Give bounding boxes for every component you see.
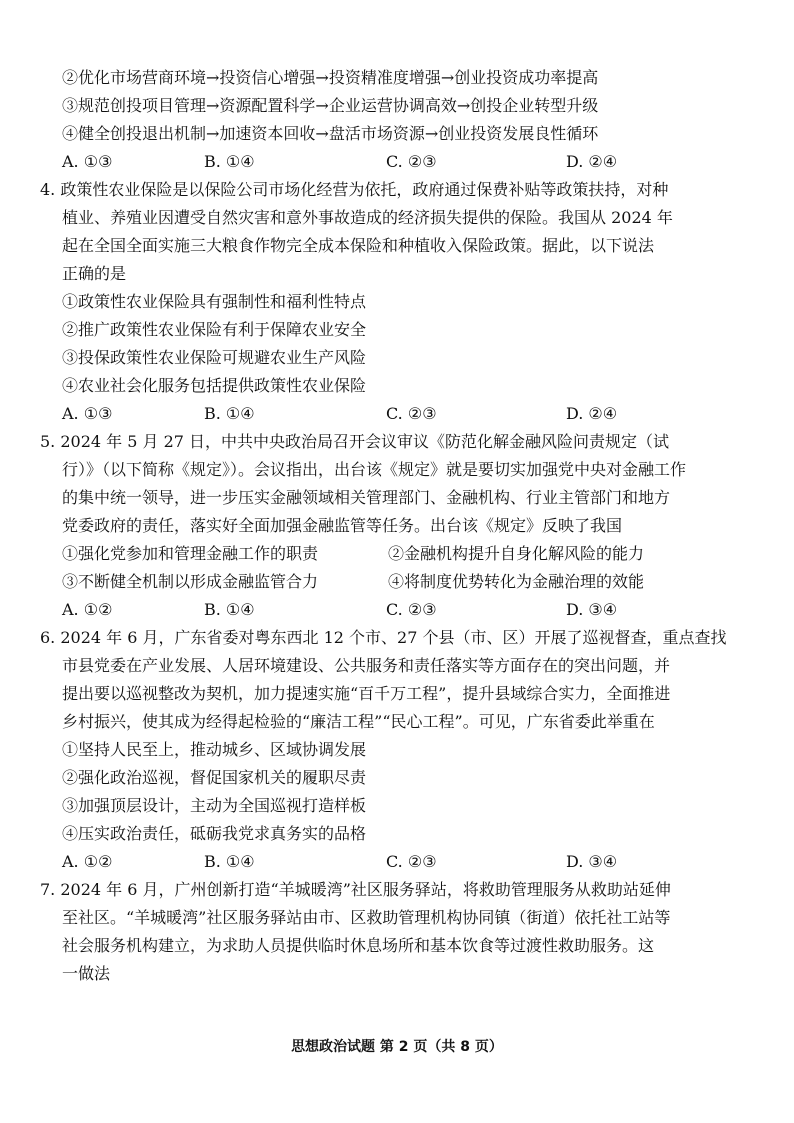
q5-option-b: B. ①④ — [204, 600, 255, 619]
q4-stem-line-4: 正确的是 — [62, 264, 127, 283]
q4-option-d: D. ②④ — [566, 404, 618, 423]
q6-item-2: ②强化政治巡视，督促国家机关的履职尽责 — [62, 768, 367, 787]
q5-stem-line-4: 党委政府的责任，落实好全面加强金融监管等任务。出台该《规定》反映了我国 — [62, 516, 623, 535]
q4-option-b: B. ①④ — [204, 404, 255, 423]
q6-stem-line-4: 乡村振兴，使其成为经得起检验的“廉洁工程”“民心工程”。可见，广东省委此举重在 — [62, 712, 655, 731]
q4-option-c: C. ②③ — [386, 404, 437, 423]
q3-item-4: ④健全创投退出机制→加速资本回收→盘活市场资源→创业投资发展良性循环 — [62, 124, 599, 143]
q6-options — [40, 848, 764, 876]
q4-stem-line-2: 植业、养殖业因遭受自然灾害和意外事故造成的经济损失提供的保险。我国从 2024 年 — [62, 208, 673, 227]
q5-option-c: C. ②③ — [386, 600, 437, 619]
q7-stem-line-2: 至社区。“羊城暖湾”社区服务驿站由市、区救助管理机构协同镇（街道）依托社工站等 — [62, 908, 671, 927]
q7-stem-line-1: 7. 2024 年 6 月，广州创新打造“羊城暖湾”社区服务驿站，将救助管理服务从救助站延伸 — [40, 880, 671, 899]
q5-item-1: ①强化党参加和管理金融工作的职责 — [62, 544, 319, 563]
q5-item-2: ②金融机构提升自身化解风险的能力 — [388, 544, 645, 563]
q3-item-3: ③规范创投项目管理→资源配置科学→企业运营协调高效→创投企业转型升级 — [62, 96, 599, 115]
q4-item-1: ①政策性农业保险具有强制性和福利性特点 — [62, 292, 367, 311]
page-content — [40, 64, 764, 988]
q3-item-2: ②优化市场营商环境→投资信心增强→投资精准度增强→创业投资成功率提高 — [62, 68, 599, 87]
q3-option-a: A. ①③ — [62, 152, 113, 171]
page-footer: 思想政治试题 第 2 页（共 8 页） — [291, 1039, 503, 1055]
q4-item-3: ③投保政策性农业保险可规避农业生产风险 — [62, 348, 367, 367]
q7-stem-line-3: 社会服务机构建立，为求助人员提供临时休息场所和基本饮食等过渡性救助服务。这 — [62, 936, 655, 955]
q6-stem-line-2: 市县党委在产业发展、人居环境建设、公共服务和责任落实等方面存在的突出问题，并 — [62, 656, 671, 675]
q5-items-row-2 — [40, 568, 764, 596]
q5-stem-line-2: 行）》（以下简称《规定》）。会议指出，出台该《规定》就是要切实加强党中央对金融工作 — [62, 460, 687, 479]
q6-item-3: ③加强顶层设计，主动为全国巡视打造样板 — [62, 796, 367, 815]
q5-stem-line-1: 5. 2024 年 5 月 27 日，中共中央政治局召开会议审议《防范化解金融风险问责规定（试 — [40, 432, 670, 451]
q5-option-a: A. ①② — [62, 600, 113, 619]
q5-option-d: D. ③④ — [566, 600, 618, 619]
q4-stem-line-1: 4. 政策性农业保险是以保险公司市场化经营为依托，政府通过保费补贴等政策扶持，对种 — [40, 180, 669, 199]
q3-options — [40, 148, 764, 176]
q4-stem-line-3: 起在全国全面实施三大粮食作物完全成本保险和种植收入保险政策。据此，以下说法 — [62, 236, 655, 255]
q6-option-d: D. ③④ — [566, 852, 618, 871]
q4-options — [40, 400, 764, 428]
q4-item-4: ④农业社会化服务包括提供政策性农业保险 — [62, 376, 367, 395]
q5-options — [40, 596, 764, 624]
q5-items-row-1 — [40, 540, 764, 568]
q6-stem-line-1: 6. 2024 年 6 月，广东省委对粤东西北 12 个市、27 个县（市、区）开展了巡视督查，重点查找 — [40, 628, 727, 647]
q7-stem-line-4: 一做法 — [62, 964, 111, 983]
q5-item-3: ③不断健全机制以形成金融监管合力 — [62, 572, 319, 591]
q4-option-a: A. ①③ — [62, 404, 113, 423]
q6-item-4: ④压实政治责任，砥砺我党求真务实的品格 — [62, 824, 367, 843]
q6-item-1: ①坚持人民至上，推动城乡、区域协调发展 — [62, 740, 367, 759]
q3-option-b: B. ①④ — [204, 152, 255, 171]
q6-stem-line-3: 提出要以巡视整改为契机，加力提速实施“百千万工程”，提升县域综合实力，全面推进 — [62, 684, 671, 703]
q5-item-4: ④将制度优势转化为金融治理的效能 — [388, 572, 645, 591]
q6-option-b: B. ①④ — [204, 852, 255, 871]
q6-option-c: C. ②③ — [386, 852, 437, 871]
q5-stem-line-3: 的集中统一领导，进一步压实金融领域相关管理部门、金融机构、行业主管部门和地方 — [62, 488, 671, 507]
q4-item-2: ②推广政策性农业保险有利于保障农业安全 — [62, 320, 367, 339]
q3-option-c: C. ②③ — [386, 152, 437, 171]
q3-option-d: D. ②④ — [566, 152, 618, 171]
q6-option-a: A. ①② — [62, 852, 113, 871]
